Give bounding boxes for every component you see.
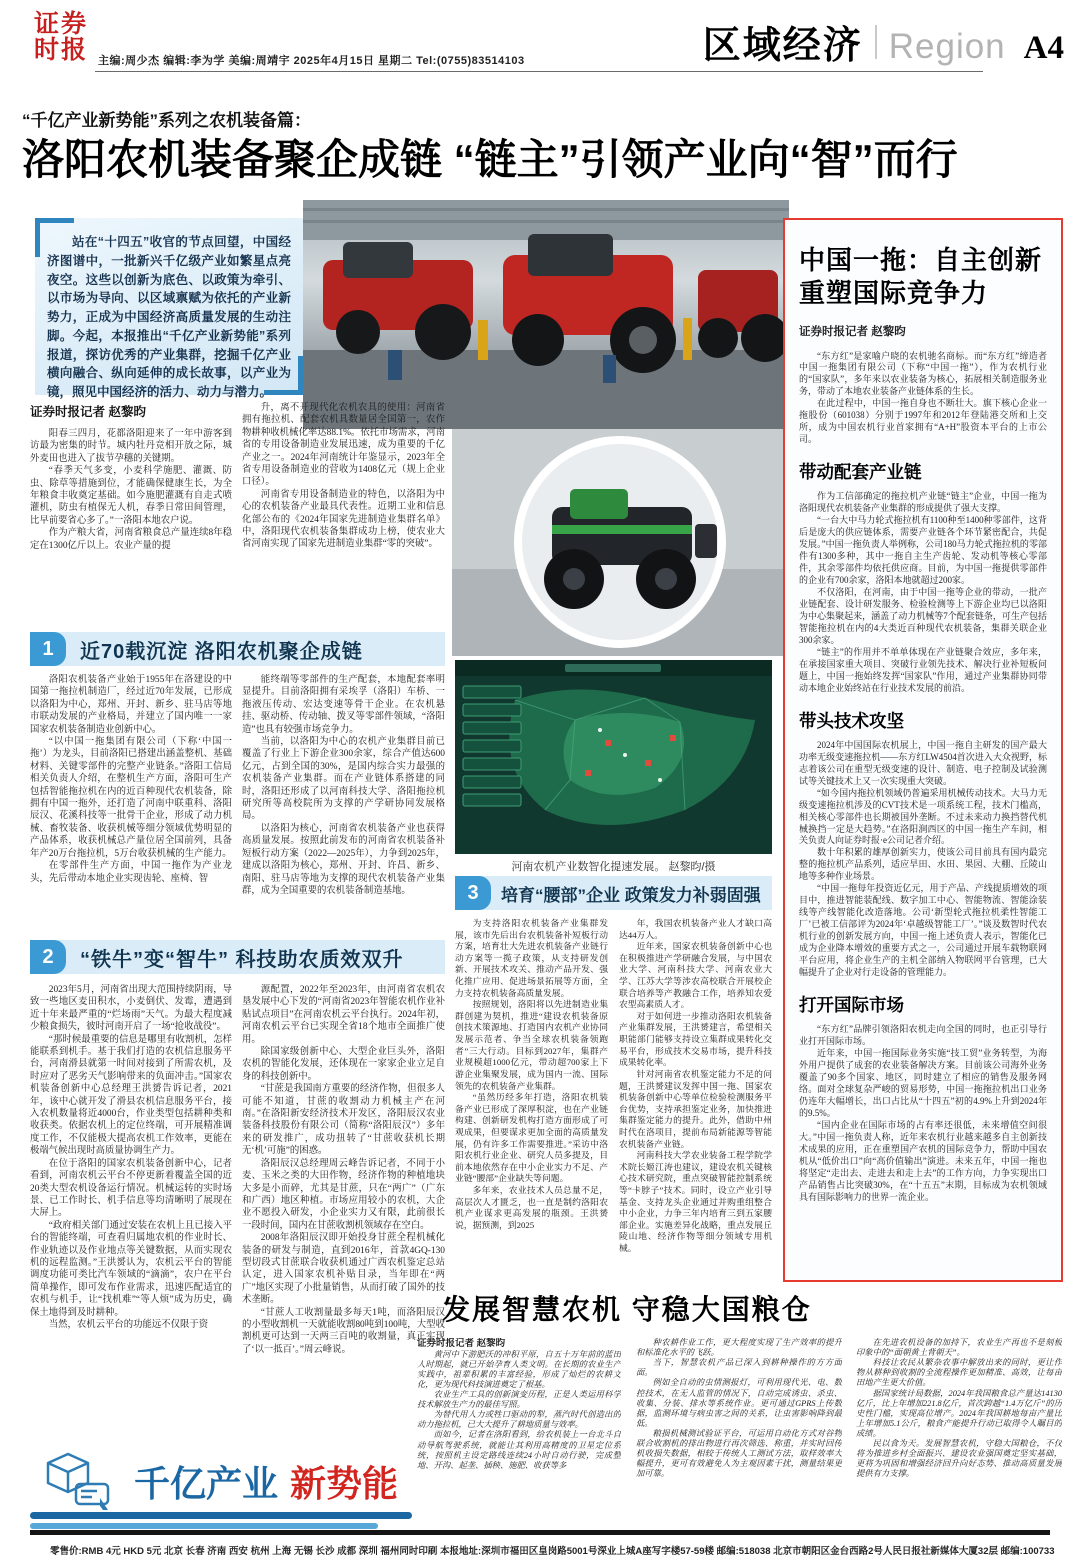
body-paragraph: 洛阳辰汉总经理周云峰告诉记者，不同于小麦、玉米之类的大田作物，经济作物的种植地块大多是小而碎，尤其是甘蔗，只在“两广”（广东和广西）地区种植。市场应用较小的农机，大企业不愿投入研发，小企业实力又有限，此前很长一段时间，国内在甘蔗收割机领域存在空白。 — [242, 1158, 445, 1231]
tractor-photo-graphic — [452, 429, 789, 656]
body-paragraph: 当然，农机云平台的功能远不仅限于资 — [48, 1319, 209, 1330]
sidebar-paragraph: 近年来，中国一拖国际业务实施“技工贸”业务转型，为海外用户提供了成套的农业装备解决方案。目前该公司海外业务覆盖了90多个国家、地区，同时建立了相应的销售及服务网络。面对全球复杂严峻的贸易形势，中国一拖拖拉机出口业务仍连年大幅增长，出口占比从“十四五”初的4.9%上升到2024年的9.5%。 — [799, 1048, 1047, 1118]
sidebar-subhead-supply-chain: 带动配套产业链 — [799, 462, 922, 483]
body-paragraph: 洛阳农机装备产业始于1955年在洛建设的中国第一拖拉机制造厂，经过近70年发展，已形成以洛阳为中心，郑州、开封、新乡、驻马店等地市联动发展的产业格局，并建立了国内唯一一家国家农机装备制造业创新中心。 — [30, 675, 232, 735]
bottom-article-column3 — [856, 1338, 1062, 1502]
bottom-paragraph: 为替代用人力或牲口驱动的犁，蒸汽时代创造出的动力拖拉机，已大大提升了耕地质量与效率。 — [417, 1410, 621, 1430]
sidebar-byline: 证券时报记者 赵黎昀 — [799, 325, 906, 338]
sidebar-subhead-international: 打开国际市场 — [799, 995, 904, 1016]
body-paragraph: 以洛阳为核心，河南省农机装备产业也获得高质量发展。按照此前发布的河南省农机装备补短板行动方案（2022—2025年），力争到2025年，建成以洛阳为核心，郑州、开封、许昌、新乡、南阳、驻马店等地为支撑的现代农机装备产业集群，成为全国重要的农机装备制造基地。 — [242, 823, 445, 896]
sidebar-paragraph: 作为工信部确定的拖拉机产业链“链主”企业，中国一拖为洛阳现代农机装备产业集群的形成提供了强大支撑。 — [799, 491, 1047, 514]
section3-column-b — [619, 918, 772, 1285]
body-paragraph: “甘蔗是我国南方重要的经济作物，但很多人可能不知道，甘蔗的收割动力机械主产在河南。”在洛阳新安经济技术开发区，洛阳辰汉农业装备科技股份有限公司（简称“洛阳辰汉”）多年来的研发推广，成功扭转了“甘蔗收获机长期无‘机’可施”的困惑。 — [242, 1084, 445, 1157]
section2-number: 2 — [30, 940, 66, 974]
footer-rule — [30, 1530, 1050, 1535]
bottom-paragraph: 民以食为天。发展智慧农机，守稳大国粮仓，不仅将为推进乡村全面振兴、建设农业强国奠定坚实基础，更将为巩固和增强经济回升向好态势、推动高质量发展提供有力支撑。 — [856, 1439, 1062, 1479]
sidebar-paragraph: “中国一拖每年投资近亿元，用于产品、产线提质增效的项目中，推进智能装配线、数字加工中心、智能物流、智能涂装线等产线智能化改造落地。公司‘新型轮式拖拉机柔性智能工厂’已被工信部评为2024年‘卓越级智能工厂’。”谈及数智时代农机行业的创新发展方向，中国一拖上述负责人表示，智能化已成为企业降本增效的重要方式之一，公司通过开展车载物联网平台应用，将企业生产的主机全部纳入物联网平台管理，已大幅提升了企业对行走设备的管理能力。 — [799, 883, 1047, 978]
body-paragraph: 在零部件生产方面，中国一拖作为产业龙头，先后带动本地企业实现齿轮、座椅、智 — [30, 861, 232, 884]
section3-number: 3 — [455, 876, 491, 910]
body-paragraph: 年，我国农机装备产业人才缺口高达44万人。 — [619, 918, 772, 940]
body-paragraph: 河南科技大学农业装备工程学院学术院长姬江涛也建议，建设农机关键核心技术研究院，重点突破智能控制系统等“卡脖子”技术。同时，设立产业引导基金、支持龙头企业通过并购重组整合中小企业，力争三年内培育三到五家腰部企业。实施差异化战略，重点发展丘陵山地、经济作物等细分领域专用机械。 — [619, 1150, 772, 1254]
cube-cursor-icon — [42, 1450, 114, 1512]
series-banner — [30, 1450, 440, 1534]
main-headline: 洛阳农机装备聚企成链 “链主”引领产业向“智”而行 — [22, 136, 958, 183]
series-intro-box — [35, 218, 303, 399]
sidebar-section-body — [799, 491, 1047, 694]
body-paragraph: 近年来，国家农机装备创新中心也在积极推进产学研融合发展，与中国农业大学、河南科技大学、河南农业大学、江苏大学等涉农高校联合开展校企联合培养等产教融合工作，培养知农爱农型高素质人才。 — [619, 941, 772, 1010]
editors-line: 主编:周少杰 编辑:李为学 美编:周靖宇 2025年4月15日 星期二 Tel:(0755)83514103 — [98, 55, 525, 67]
body-paragraph: 多年来，农业技术人员总量不足，高层次人才匮乏，也一直是制约洛阳农机产业谋求更高发展的瓶颈。王洪赟说，据预测，到2025 — [455, 1185, 608, 1230]
section3-heading-bar — [455, 876, 772, 910]
body-paragraph: 2008年洛阳辰汉即开始投身甘蔗全程机械化装备的研发与制造，直到2016年，首款4GQ-130型切段式甘蔗联合收获机通过广西农机鉴定总站认定，进入国家农机补贴目录，当年即在“两广”地区实现了小批量销售，从而打破了国外的技术垄断。 — [242, 1233, 445, 1306]
sidebar-paragraph: “东方红”是家喻户晓的农机驰名商标。而“东方红”缔造者中国一拖集团有限公司（下称“中国一拖”），作为农机行业的“国家队”，多年来以农业装备为核心，拓展相关制造服务业务，带动了本地农业装备产业链体系的生长。 — [799, 350, 1047, 397]
sidebar-intro — [799, 351, 1047, 447]
sidebar-paragraph: 不仅洛阳，在河南，由于中国一拖等企业的带动，一批产业链配套、设计研发服务、检验检测等上下游企业均已以洛阳为中心集聚起来，涵盖了动力机械等7个配套链条，可生产包括智能拖拉机在内的4大类近百种现代农机装备，集群关联企业300余家。 — [799, 587, 1047, 645]
body-paragraph: 源配置，2022年至2023年，由河南省农机农垦发展中心下发的“河南省2023年智能农机作业补贴试点项目”在河南农机云平台执行。2024年初，河南农机云平台已实现全省18个地市全面推广使用。 — [242, 985, 445, 1045]
sidebar-paragraph: “东方红”品牌引领洛阳农机走向全国的同时，也正引导行业打开国际市场。 — [799, 1024, 1047, 1047]
sidebar-paragraph: “如今国内拖拉机领域仍普遍采用机械传动技术。大马力无级变速拖拉机涉及的CVT技术是一项系统工程，技术门槛高，相关核心零部件也长期被国外垄断。不过未来动力换挡替代机械换挡一定是大趋势。”在洛阳涧西区的中国一拖生产车间，相关负责人向证券时报·e公司记者介绍。 — [799, 787, 1047, 846]
sidebar-paragraph: 在此过程中，中国一拖自身也不断壮大。旗下核心企业一拖股份（601038）分别于1997年和2012年登陆港交所和上交所，成为中国农机行业首家拥有“A+H”股资本平台的上市公司。 — [799, 398, 1047, 445]
body-paragraph: 能终端等零部件的生产配套，本地配套率明显提升。目前洛阳拥有采埃孚（洛阳）车桥、一拖液压传动、宏达变速等骨干企业。在农机悬挂、驱动桥、传动轴、拨叉等零部件领域，“洛阳造”也具有较强市场竞争力。 — [242, 675, 445, 735]
section3-column-a — [455, 918, 608, 1285]
section2-heading-bar — [30, 940, 445, 974]
section1-heading-bar — [30, 632, 445, 666]
bottom-paragraph: 例如全自动的虫情测报灯，可利用现代光、电、数控技术，在无人监管的情况下，自动完成诱虫、杀虫、收集、分装、排水等系统作业。更可通过GPRS上传数据，监测环境与病虫害之间的关系，让虫害影响降到最低。 — [636, 1378, 842, 1428]
section2-column-b — [242, 984, 445, 1446]
map-graphic — [455, 660, 772, 854]
sidebar-article — [783, 218, 1063, 1282]
body-paragraph: 在位于洛阳的国家农机装备创新中心，记者看到，河南农机云平台不停更新着覆盖全国的近20类大型农机设备运行情况。机械运转的实时场景、已工作时长、机手信息等均清晰明了展现在大屏上。 — [30, 1158, 232, 1219]
bottom-paragraph: 当下，智慧农机产品已深入到耕种操作的方方面面。 — [636, 1358, 842, 1378]
banner-text-blue: 千亿产业 — [134, 1463, 279, 1504]
body-paragraph: 针对河南省农机鉴定能力不足的问题，王洪赟建议发挥中国一拖、国家农机装备创新中心等单位检验检测服务平台优势，支持承担鉴定业务，加快推进集群鉴定能力的提升。此外，借助中州时代在洛项目，提前布局新能源等智能农机装备产业链。 — [619, 1068, 772, 1149]
section1-column-b — [242, 674, 445, 936]
sidebar-title-line2: 重塑国际竞争力 — [799, 277, 989, 308]
bottom-article-title: 发展智慧农机 守稳大国粮仓 — [442, 1294, 812, 1325]
body-paragraph: 按照规划，洛阳将以先进制造业集群创建为契机，推进“建设农机装备原创技术策源地、打造国内农机产业协同发展示范者、争当全球农机装备领跑者”三大行动。目标到2027年，集群产业规模超1000亿元，带动超700家上下游企业集聚发展，成为国内一流、国际领先的农机装备产业集群。 — [455, 999, 608, 1091]
page-number: A4 — [1023, 30, 1064, 66]
banner-bar-light — [30, 1523, 378, 1529]
section1-column-a — [30, 674, 232, 936]
banner-text — [134, 1456, 398, 1507]
masthead-line2: 时报 — [33, 37, 88, 64]
sidebar-subhead-technology: 带头技术攻坚 — [799, 710, 904, 731]
section1-title: 近70载沉淀 洛阳农机聚企成链 — [80, 640, 363, 663]
sidebar-paragraph: 数十年积累的雄厚创新实力，使该公司目前具有国内最完整的拖拉机产品系列，适应旱田、水田、果园、大棚、丘陵山地等多种作业场景。 — [799, 847, 1047, 882]
body-paragraph: “虽然历经多年打造，洛阳农机装备产业已形成了深厚积淀，也在产业链构建、创新研发机构打造方面形成了可观成果，但要谋求更加全面的高质量发展，仍有许多工作需要推进。”采访中洛阳农机行业企业、研究人员多提及，目前本地依然存在中小企业实力不足、产业链“腰部”企业缺失等问题。 — [455, 1092, 608, 1184]
body-paragraph: 2023年5月，河南省出现大范围持续阴雨，导致一些地区麦田积水，小麦倒伏、发霉，遭遇到近十年来最严重的“烂场雨”天气。为最大程度减少粮食损失，彼时河南开启了一场“抢收战役”。 — [30, 985, 232, 1033]
body-paragraph: 除国家级创新中心、大型企业巨头外，洛阳农机的智能化发展，还体现在一家家企业立足自身的科技创新中。 — [242, 1047, 445, 1082]
section3-title: 培育“腰部”企业 政策发力补弱固强 — [501, 885, 761, 905]
lead-paragraph: “春季天气多变，小麦科学施肥、灌溉、防虫、除草等措施到位，才能确保健康生长，为全年粮食丰收奠定基础。如今施肥灌溉有自走式喷灌机，防虫有植保无人机，春季日常田间管理，比早前要省心多了。”一洛阳本地农户说。 — [30, 466, 232, 526]
factory-photo-graphic — [303, 200, 789, 429]
bottom-paragraph: 科技让农民从繁杂农事中解放出来的同时，更让作物从耕种到收割的全流程操作更加精准、高效，让每亩田地产生更大价值。 — [856, 1358, 1062, 1388]
sidebar-section-body — [799, 1024, 1047, 1204]
section-name-en: Region — [888, 27, 1006, 66]
body-paragraph: “政府相关部门通过安装在农机上且已接入平台的智能终端，可查看归属地农机的作业时长、作业轨迹以及作业地点等关键数据，从而实现农机的远程监测。”王洪赟认为，农机云平台的智能调度功能可类比汽车领域的“滴滴”，农户在平台简单操作，即可发布作业需求，迅速匹配适宜的农机与机手，让“找机难”“等人烦”成为历史，确保土地得到及时耕种。 — [30, 1220, 232, 1318]
bottom-paragraph: 粮损机械测试验证平台，可运用自动化方式对谷物联合收割机的排出物进行再次筛选、称重，并实时回传机收损失数据，相较于传统人工测试方法，取样效率大幅提升，更可有效避免人为主观因素干扰，测量结果更加可靠。 — [636, 1428, 842, 1479]
masthead-logo — [28, 12, 94, 68]
footer-imprint: 零售价:RMB 4元 HKD 5元 北京 长春 济南 西安 杭州 上海 无锡 长沙 成都 深圳 福州同时印刷 本报地址:深圳市福田区皇岗路5001号深业上城A座写字楼57-59楼 邮编:518038 北京市朝阳区金台西路2号人民日报社新媒体大厦32层 邮编:100733 — [50, 1546, 1055, 1557]
banner-text-red: 新势能 — [290, 1463, 399, 1504]
body-paragraph: “甘蔗人工收割量最多每天1吨，而洛阳辰汉的小型收割机一天就能收割80吨到100吨，大型收割机更可达到一天两三百吨的收割量，真正实现了‘以一抵百’。”周云峰说。 — [242, 1307, 445, 1355]
map-image — [455, 660, 772, 854]
lead-column-b — [242, 402, 445, 630]
bottom-paragraph: 农业生产工具的创新演变历程，正是人类运用科学技术解放生产力的最佳写照。 — [417, 1390, 621, 1410]
photo-caption: 河南农机产业数智化提速发展。 赵黎昀/摄 — [511, 861, 716, 873]
factory-tractor-photo — [303, 200, 789, 429]
sidebar-paragraph: “一台大中马力轮式拖拉机有1100种至1400种零部件，这背后是庞大的供应链体系，需要产业链各个环节紧密配合，共促发展。”中国一拖负责人举例称，公司180马力轮式拖拉机的零部件有1300多种，其中一拖自主生产齿轮、发动机等核心零部件，其余零部件均依托供应商。目前，为中国一拖提供零部件的企业有700余家，洛阳本地就超过200家。 — [799, 515, 1047, 586]
header-divider — [95, 71, 983, 72]
banner-bar-dark — [30, 1512, 412, 1519]
section2-title: “铁牛”变“智牛” 科技助农质效双升 — [80, 948, 404, 971]
lead-paragraph: 河南省专用设备制造业的特色，以洛阳为中心的农机装备产业最具代表性。近期工业和信息化部公布的《2024年国家先进制造业集群名单》中，洛阳现代农机装备集群成功上榜，使农业大省河南实现了国家先进制造业集群“零的突破”。 — [242, 489, 445, 550]
lead-paragraph: 升，离不开现代化农机农具的使用：河南省拥有拖拉机、配套农机具数量居全国第一，农作物耕种收机械化率达88.1%。依托市场需求，河南省的专用设备制造业发展迅速，成为重要的千亿产业之一。2024年河南统计年鉴显示，2023年全省专用设备制造业的营收为1408亿元（规上企业口径）。 — [242, 403, 445, 488]
bottom-article-column2 — [636, 1338, 842, 1502]
masthead-line1: 证券 — [33, 11, 88, 38]
bottom-paragraph: 在先进农机设备的加持下，农业生产再也不是刻板印象中的“面朝黄土背朝天”。 — [856, 1338, 1062, 1358]
body-paragraph: 为支持洛阳农机装备产业集群发展，该市先后出台农机装备补短板行动方案，培育壮大先进农机装备产业链行动方案等一揽子政策，从支持研发创新、开展技术攻关、推动产品开发、强化推广应用、促进场景拓展等方面，全力支持农机装备高质量发展。 — [455, 918, 608, 998]
series-kicker: “千亿产业新势能”系列之农机装备篇： — [22, 111, 311, 130]
bottom-paragraph: 而如今，记者在洛阳看到，给农机装上一台北斗自动导航驾驶系统，就能让其利用高精度的卫星定位系统，按照机主设定路线连续24小时自动行驶，完成整地、开沟、起垄、插秧、施肥、收获等多 — [417, 1430, 621, 1470]
lead-column-a — [30, 428, 232, 630]
section-header — [703, 14, 1064, 69]
section2-column-a — [30, 984, 232, 1446]
bottom-article-byline: 证券时报记者 赵黎昀 — [417, 1338, 506, 1349]
series-intro-text: 站在“十四五”收官的节点回望，中国经济图谱中，一批新兴千亿级产业如繁星点亮夜空。这些以创新为底色、以政策为牵引、以市场为导向、以区域禀赋为依托的产业新势力，正成为中国经济高质量发展的生动注脚。今起，本报推出“千亿产业新势能”系列报道，探访优秀的产业集群，挖掘千亿产业横向融合、纵向延伸的成长故事，以产业为镜，照见中国经济的活力、动力与潜力。 — [47, 235, 291, 399]
sidebar-paragraph: 2024年中国国际农机展上，中国一拖自主研发的国产最大功率无级变速拖拉机——东方红LW4504首次进入大众视野，标志着该公司在重型无级变速的设计、制造、电子控制及试验测试等关键技术上又一次实现重大突破。 — [799, 739, 1047, 786]
body-paragraph: 对于如何进一步推动洛阳农机装备产业集群发展，王洪赟建言，希望相关职能部门能够支持设立集群成果转化交易平台，形成技术交易市场，提升科技成果转化率。 — [619, 1010, 772, 1068]
bottom-article-column1 — [417, 1338, 621, 1502]
sidebar-title-line1: 中国一拖：自主创新 — [799, 245, 1043, 275]
sidebar-paragraph: “国内企业在国际市场的占有率还很低，未来增值空间很大。”中国一拖负责人称，近年来农机行业越来越多自主创新技术成果的应用，正在重塑国产农机的国际竞争力，帮助中国农机从“低价出口”向“高价值输出”演进。未来五年，中国一拖也将坚定“走出去、走进去和走上去”的工作方向，力争实现出口产品销售占比突破30%，在“十五五”末期，目标成为农机领域具有国际影响力的世界一流企业。 — [799, 1119, 1047, 1202]
section1-number: 1 — [30, 632, 66, 666]
sidebar-section-body — [799, 740, 1047, 979]
autonomous-tractor-photo — [452, 429, 789, 656]
lead-paragraph: 作为产粮大省，河南省粮食总产量连续8年稳定在1300亿斤以上。农业产量的提 — [30, 528, 232, 551]
lead-byline: 证券时报记者 赵黎昀 — [30, 405, 146, 419]
body-paragraph: “那时候最重要的信息是哪里有收割机，怎样能联系到机手。基于我们打造的农机信息服务平台，河南滑县就第一时间对接到了所需农机，及时应对了恶劣天气影响带来的负面冲击。”国家农机装备创新中心总经理王洪赟告诉记者，2021年，该中心就开发了滑县农机信息服务平台，接入农机数量将近4000台，作业类型包括耕种类和收获类。依据农机上的定位终端，可开展精准调度工作，不仅能极大提高农机工作效率，更能在极端气候出现时高质量协调生产力。 — [30, 1034, 232, 1157]
lead-paragraph: 阳春三四月，花都洛阳迎来了一年中游客到访最为密集的时节。城内牡丹竞相开放之际，城外麦田也进入了拔节孕穗的关键期。 — [30, 429, 232, 464]
bottom-paragraph: 黄河中下游肥沃的冲积平原，自五十万年前的蓝田人时期起，就已开始孕育人类文明。在长期的农业生产实践中，祖辈积累的丰富经验，形成了灿烂的农耕文化，更为现代科技演进奠定了根基。 — [417, 1349, 621, 1389]
section-name-cn: 区域经济 — [702, 25, 863, 67]
section-divider — [875, 25, 877, 59]
bottom-paragraph: 种农耕作业工作，更大程度实现了生产效率的提升和标准化水平的飞跃。 — [636, 1338, 842, 1358]
sidebar-paragraph: “链主”的作用并不单单体现在产业链聚合效应，多年来，在承接国家重大项目、突破行业领先技术、解决行业补短板问题上，中国一拖始终发挥“国家队”作用，通过产业集群协同带动本地企业始终站在行业技术发展的前沿。 — [799, 646, 1047, 693]
body-paragraph: 当前，以洛阳为中心的农机产业集群目前已覆盖了行业上下游企业300余家，综合产值达600亿元，占到全国的30%，是国内综合实力最强的农机装备产业集群。而在产业链体系搭建的同时，洛阳还形成了以河南科技大学、洛阳拖拉机研究所等高校院所为支撑的产学研协同发展格局。 — [242, 737, 445, 822]
bottom-paragraph: 据国家统计局数据，2024年我国粮食总产量达14130亿斤，比上年增加221.8亿斤，首次跨越“1.4万亿斤”的历史性门槛，实现高位增产。2024年我国耕地每亩产量比上年增加5.1公斤，粮食产能提升行动已取得令人瞩目的成绩。 — [856, 1388, 1062, 1438]
body-paragraph: “以中国一拖集团有限公司（下称‘中国一拖’）为龙头，目前洛阳已搭建出涵盖整机、基础材料、关键零部件的完整产业链条。”洛阳工信局相关负责人介绍，在整机生产方面，洛阳可生产包括智能拖拉机在内的近百种现代农机装备，除拥有中国一拖外，还打造了河南中联重科、洛阳辰汉、花溪科技等一批骨干企业，形成了动力机械、畜牧装备、收获机械等细分领域优势明显的产品体系，收获机械总产量位居全国前列，具备年产20万台拖拉机，5万台收获机械的生产能力。 — [30, 737, 232, 859]
